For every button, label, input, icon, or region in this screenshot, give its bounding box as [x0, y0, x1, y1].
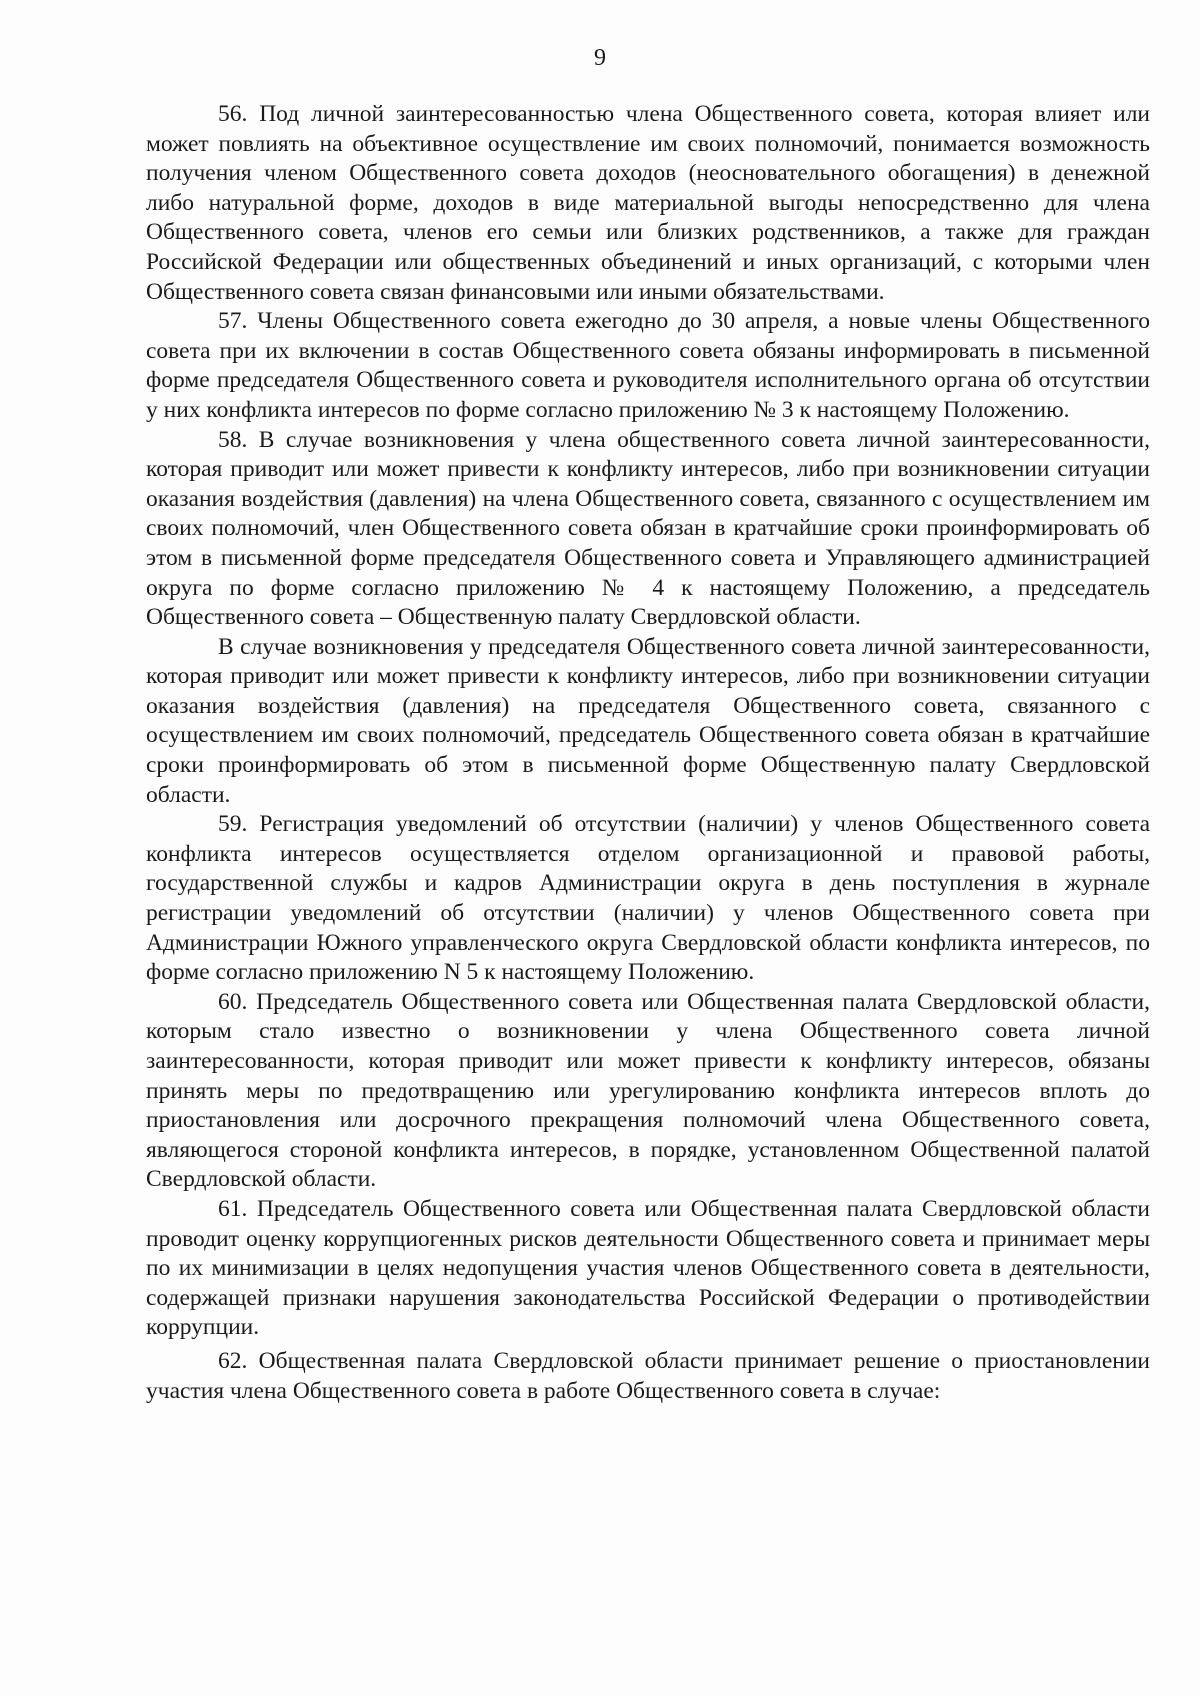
document-body	[146, 100, 1150, 1406]
paragraph-60: 60. Председатель Общественного совета или Общественная палата Свердловской области, которым стало известно о возникновении у члена Общественного совета личной заинтересованности, которая приводит или может привести к конфликту интересов, обязаны принять меры по предотвращению или урегулированию конфликта интересов вплоть до приостановления или досрочного прекращения полномочий члена Общественного совета, являющегося стороной конфликта интересов, в порядке, установленном Общественной палатой Свердловской области.	[146, 988, 1150, 1193]
paragraph-57: 57. Члены Общественного совета ежегодно до 30 апреля, а новые члены Общественного совета при их включении в состав Общественного совета обязаны информировать в письменной форме председателя Общественного совета и руководителя исполнительного органа об отсутствии у них конфликта интересов по форме согласно приложению № 3 к настоящему Положению.	[146, 308, 1150, 423]
page-number: 9	[594, 45, 606, 71]
paragraph-61: 61. Председатель Общественного совета или Общественная палата Свердловской области проводит оценку коррупциогенных рисков деятельности Общественного совета и принимает меры по их минимизации в целях недопущения участия членов Общественного совета в деятельности, содержащей признаки нарушения законодательства Российской Федерации о противодействии коррупции.	[146, 1195, 1150, 1341]
paragraph-56: 56. Под личной заинтересованностью члена Общественного совета, которая влияет или может повлиять на объективное осуществление им своих полномочий, понимается возможность получения членом Общественного совета доходов (неосновательного обогащения) в денежной либо натуральной форме, доходов в виде материальной выгоды непосредственно для члена Общественного совета, членов его семьи или близких родственников, а также для граждан Российской Федерации или общественных объединений и иных организаций, с которыми член Общественного совета связан финансовыми или иными обязательствами.	[146, 101, 1150, 305]
paragraph-58: 58. В случае возникновения у члена общественного совета личной заинтересованности, которая приводит или может привести к конфликту интересов, либо при возникновении ситуации оказания воздействия (давления) на члена Общественного совета, связанного с осуществлением им своих полномочий, член Общественного совета обязан в кратчайшие сроки проинформировать об этом в письменной форме председателя Общественного совета и Управляющего администрацией округа по форме согласно приложению № 4 к настоящему Положению, а председатель Общественного совета – Общественную палату Свердловской области.	[146, 426, 1150, 631]
paragraph-62: 62. Общественная палата Свердловской области принимает решение о приостановлении участия члена Общественного совета в работе Общественного совета в случае:	[146, 1347, 1150, 1404]
paragraph-59: 59. Регистрация уведомлений об отсутствии (наличии) у членов Общественного совета конфликта интересов осуществляется отделом организационной и правовой работы, государственной службы и кадров Администрации округа в день поступления в журнале регистрации уведомлений об отсутствии (наличии) у членов Общественного совета при Администрации Южного управленческого округа Свердловской области конфликта интересов, по форме согласно приложению N 5 к настоящему Положению.	[146, 811, 1150, 986]
paragraph-58-chairman: В случае возникновения у председателя Общественного совета личной заинтересованности, которая приводит или может привести к конфликту интересов, либо при возникновении ситуации оказания воздействия (давления) на председателя Общественного совета, связанного с осуществлением им своих полномочий, председатель Общественного совета обязан в кратчайшие сроки проинформировать об этом в письменной форме Общественную палату Свердловской области.	[146, 633, 1150, 808]
